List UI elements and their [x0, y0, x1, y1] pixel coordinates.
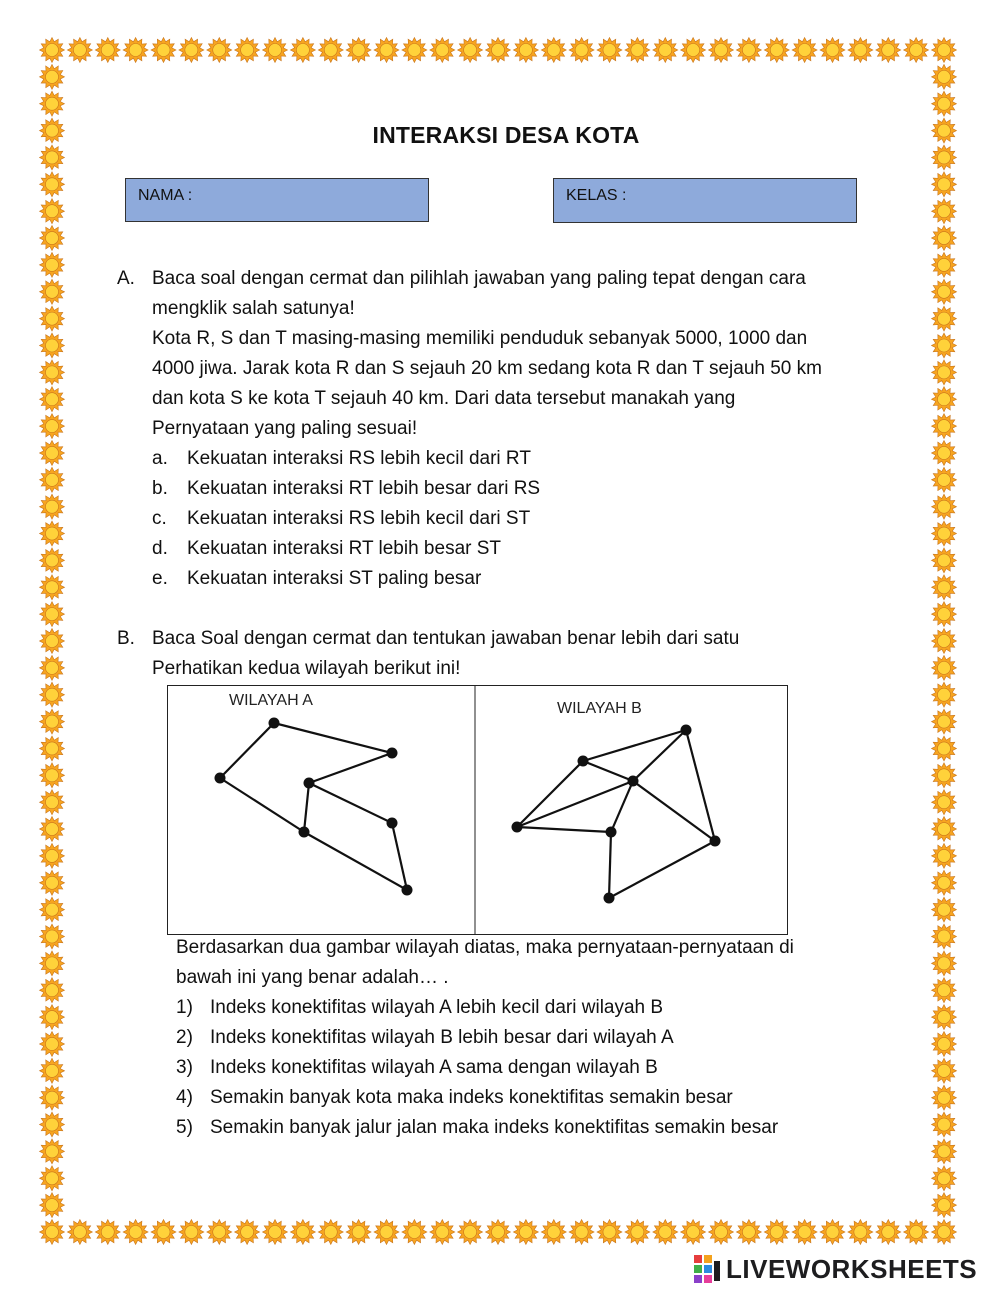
option-c-text: Kekuatan interaksi RS lebih kecil dari ST	[187, 508, 531, 529]
option-d[interactable]	[152, 534, 501, 564]
sun-ornament	[932, 709, 957, 734]
sun-ornament	[932, 629, 957, 654]
sun-ornament	[904, 1220, 929, 1245]
sun-ornament	[486, 1220, 511, 1245]
section-a-marker: A.	[117, 268, 135, 289]
sun-ornament	[458, 1220, 483, 1245]
sun-ornament	[876, 38, 901, 63]
option-e[interactable]	[152, 564, 481, 594]
region-b-town-node-2	[681, 725, 692, 736]
sun-ornament	[318, 1220, 343, 1245]
sun-ornament	[932, 763, 957, 788]
sun-ornament	[932, 494, 957, 519]
section-a-question-1: Kota R, S dan T masing-masing memiliki penduduk sebanyak 5000, 1000 dan	[152, 328, 808, 349]
sun-ornament	[932, 1058, 957, 1083]
region-b-town-node-3	[628, 776, 639, 787]
sun-ornament	[513, 1220, 538, 1245]
statement-2-text: Indeks konektifitas wilayah B lebih besar dari wilayah A	[210, 1027, 674, 1048]
sun-ornament	[736, 38, 761, 63]
sun-ornament	[458, 38, 483, 63]
sun-ornament	[932, 414, 957, 439]
sun-ornament	[764, 1220, 789, 1245]
section-b-lead-1: Berdasarkan dua gambar wilayah diatas, maka pernyataan-pernyataan di	[176, 937, 794, 958]
sun-ornament	[40, 306, 65, 331]
sun-ornament	[932, 1220, 957, 1245]
sun-ornament	[736, 1220, 761, 1245]
sun-ornament	[40, 629, 65, 654]
sun-ornament	[709, 1220, 734, 1245]
sun-ornament	[932, 843, 957, 868]
sun-ornament	[179, 1220, 204, 1245]
sun-ornament	[123, 1220, 148, 1245]
sun-ornament	[904, 38, 929, 63]
sun-ornament	[40, 441, 65, 466]
region-b-town-node-4	[512, 822, 523, 833]
sun-ornament	[290, 38, 315, 63]
section-a-question-2: 4000 jiwa. Jarak kota R dan S sejauh 20 km sedang kota R dan T sejauh 50 km	[152, 358, 822, 379]
sun-ornament	[932, 602, 957, 627]
sun-ornament	[932, 1085, 957, 1110]
sun-ornament	[40, 1032, 65, 1057]
worksheet-title: INTERAKSI DESA KOTA	[372, 122, 640, 148]
sun-ornament	[932, 924, 957, 949]
statement-1-text: Indeks konektifitas wilayah A lebih kecil dari wilayah B	[210, 997, 664, 1018]
sun-ornament	[430, 1220, 455, 1245]
sun-ornament	[40, 38, 65, 63]
sun-ornament	[681, 38, 706, 63]
sun-ornament	[40, 414, 65, 439]
sun-ornament	[123, 38, 148, 63]
sun-ornament	[932, 360, 957, 385]
sun-ornament	[40, 1085, 65, 1110]
liveworksheets-logo-icon	[694, 1255, 722, 1283]
region-a-town-node-7	[402, 885, 413, 896]
sun-ornament	[207, 38, 232, 63]
sun-ornament	[290, 1220, 315, 1245]
sun-ornament	[263, 38, 288, 63]
sun-ornament	[932, 1166, 957, 1191]
sun-ornament	[40, 682, 65, 707]
sun-ornament	[932, 790, 957, 815]
sun-ornament	[681, 1220, 706, 1245]
option-b-label: b.	[152, 478, 168, 499]
statement-4-label: 4)	[176, 1087, 193, 1108]
sun-ornament	[235, 1220, 260, 1245]
option-e-text: Kekuatan interaksi ST paling besar	[187, 568, 482, 589]
region-network-diagrams	[167, 685, 788, 935]
sun-ornament	[597, 1220, 622, 1245]
region-a-town-node-3	[387, 748, 398, 759]
sun-ornament	[346, 1220, 371, 1245]
statement-5-text: Semakin banyak jalur jalan maka indeks konektifitas semakin besar	[210, 1117, 779, 1138]
sun-ornament	[40, 333, 65, 358]
sun-ornament	[235, 38, 260, 63]
sun-ornament	[67, 1220, 92, 1245]
sun-ornament	[40, 199, 65, 224]
region-a-town-node-1	[269, 718, 280, 729]
sun-ornament	[932, 817, 957, 842]
sun-ornament	[932, 682, 957, 707]
statement-2[interactable]	[176, 1023, 674, 1053]
option-d-label: d.	[152, 538, 168, 559]
sun-ornament	[95, 1220, 120, 1245]
sun-ornament	[932, 1112, 957, 1137]
sun-ornament	[932, 441, 957, 466]
sun-ornament	[625, 1220, 650, 1245]
statement-1-label: 1)	[176, 997, 193, 1018]
sun-ornament	[40, 575, 65, 600]
name-label: NAMA :	[138, 187, 193, 204]
sun-ornament	[40, 1220, 65, 1245]
section-b-marker: B.	[117, 628, 135, 649]
sun-ornament	[318, 38, 343, 63]
sun-ornament	[792, 38, 817, 63]
sun-ornament	[876, 1220, 901, 1245]
sun-ornament	[40, 279, 65, 304]
statement-5[interactable]	[176, 1113, 778, 1143]
section-b-instruction-2: Perhatikan kedua wilayah berikut ini!	[152, 658, 461, 679]
sun-ornament	[40, 1112, 65, 1137]
region-b-town-node-1	[578, 756, 589, 767]
sun-ornament	[932, 575, 957, 600]
sun-ornament	[40, 1005, 65, 1030]
sun-ornament	[848, 1220, 873, 1245]
sun-ornament	[40, 709, 65, 734]
section-a-question-4: Pernyataan yang paling sesuai!	[152, 418, 418, 439]
sun-ornament	[764, 38, 789, 63]
sun-ornament	[40, 897, 65, 922]
sun-ornament	[932, 951, 957, 976]
sun-ornament	[40, 817, 65, 842]
sun-ornament	[932, 467, 957, 492]
sun-ornament	[40, 736, 65, 761]
sun-ornament	[569, 38, 594, 63]
sun-ornament	[40, 548, 65, 573]
sun-ornament	[402, 38, 427, 63]
region-b-title-text: WILAYAH B	[557, 700, 642, 717]
region-a-title-text: WILAYAH A	[229, 692, 313, 709]
sun-ornament	[932, 279, 957, 304]
region-a-town-node-4	[304, 778, 315, 789]
sun-ornament	[932, 978, 957, 1003]
liveworksheets-brand: LIVEWORKSHEETS	[726, 1254, 978, 1284]
sun-ornament	[653, 1220, 678, 1245]
sun-ornament	[932, 172, 957, 197]
statement-3-label: 3)	[176, 1057, 193, 1078]
sun-ornament	[40, 763, 65, 788]
sun-ornament	[932, 199, 957, 224]
sun-ornament	[179, 38, 204, 63]
sun-ornament	[40, 64, 65, 89]
sun-ornament	[932, 91, 957, 116]
sun-ornament	[932, 306, 957, 331]
sun-ornament	[40, 1058, 65, 1083]
region-a-town-node-6	[387, 818, 398, 829]
sun-ornament	[95, 38, 120, 63]
sun-ornament	[932, 1005, 957, 1030]
sun-ornament	[40, 467, 65, 492]
diagram-frame	[168, 686, 788, 935]
option-b-text: Kekuatan interaksi RT lebih besar dari RS	[187, 478, 541, 499]
sun-ornament	[402, 1220, 427, 1245]
sun-ornament	[40, 360, 65, 385]
sun-ornament	[40, 494, 65, 519]
class-label: KELAS :	[566, 187, 627, 204]
sun-ornament	[374, 1220, 399, 1245]
sun-ornament	[67, 38, 92, 63]
sun-ornament	[932, 1193, 957, 1218]
section-a-instruction-2: mengklik salah satunya!	[152, 298, 355, 319]
sun-ornament	[513, 38, 538, 63]
sun-ornament	[40, 1193, 65, 1218]
sun-ornament	[932, 64, 957, 89]
region-b-town-node-5	[606, 827, 617, 838]
sun-ornament	[40, 951, 65, 976]
option-c[interactable]	[152, 504, 530, 534]
region-a-town-node-2	[215, 773, 226, 784]
sun-ornament	[569, 1220, 594, 1245]
sun-ornament	[40, 91, 65, 116]
sun-ornament	[486, 38, 511, 63]
sun-ornament	[709, 38, 734, 63]
option-e-label: e.	[152, 568, 168, 589]
sun-ornament	[40, 387, 65, 412]
sun-ornament	[374, 38, 399, 63]
sun-ornament	[597, 38, 622, 63]
option-c-label: c.	[152, 508, 167, 529]
sun-ornament	[932, 655, 957, 680]
option-a-label: a.	[152, 448, 168, 469]
option-a-text: Kekuatan interaksi RS lebih kecil dari RT	[187, 448, 531, 469]
sun-ornament	[430, 38, 455, 63]
option-d-text: Kekuatan interaksi RT lebih besar ST	[187, 538, 502, 559]
sun-ornament	[820, 1220, 845, 1245]
sun-ornament	[932, 870, 957, 895]
liveworksheets-logo[interactable]	[694, 1254, 994, 1284]
sun-ornament	[653, 38, 678, 63]
sun-ornament	[40, 226, 65, 251]
sun-ornament	[263, 1220, 288, 1245]
region-a-town-node-5	[299, 827, 310, 838]
sun-ornament	[40, 978, 65, 1003]
sun-ornament	[40, 1166, 65, 1191]
name-field[interactable]	[125, 178, 429, 222]
sun-ornament	[932, 333, 957, 358]
sun-ornament	[40, 843, 65, 868]
sun-ornament	[40, 790, 65, 815]
sun-ornament	[625, 38, 650, 63]
sun-ornament	[848, 38, 873, 63]
sun-ornament	[40, 655, 65, 680]
statement-4[interactable]	[176, 1083, 733, 1113]
sun-ornament	[40, 172, 65, 197]
sun-ornament	[40, 521, 65, 546]
sun-ornament	[40, 870, 65, 895]
sun-ornament	[792, 1220, 817, 1245]
sun-ornament	[932, 252, 957, 277]
statement-1[interactable]	[176, 993, 663, 1023]
sun-ornament	[207, 1220, 232, 1245]
statement-4-text: Semakin banyak kota maka indeks konektifitas semakin besar	[210, 1087, 733, 1108]
sun-ornament	[346, 38, 371, 63]
sun-ornament	[151, 1220, 176, 1245]
section-a-instruction-1: Baca soal dengan cermat dan pilihlah jawaban yang paling tepat dengan cara	[152, 268, 806, 289]
sun-ornament	[932, 521, 957, 546]
section-b-lead-2: bawah ini yang benar adalah… .	[176, 967, 449, 988]
option-a[interactable]	[152, 444, 531, 474]
sun-ornament	[932, 226, 957, 251]
statement-2-label: 2)	[176, 1027, 193, 1048]
sun-ornament	[541, 38, 566, 63]
sun-ornament	[932, 1139, 957, 1164]
sun-ornament	[932, 897, 957, 922]
sun-ornament	[932, 38, 957, 63]
sun-ornament	[40, 1139, 65, 1164]
sun-ornament	[40, 252, 65, 277]
statement-3[interactable]	[176, 1053, 658, 1083]
option-b[interactable]	[152, 474, 540, 504]
sun-ornament	[820, 38, 845, 63]
section-b-instruction-1: Baca Soal dengan cermat dan tentukan jawaban benar lebih dari satu	[152, 628, 740, 649]
sun-ornament	[541, 1220, 566, 1245]
section-a-question-3: dan kota S ke kota T sejauh 40 km. Dari data tersebut manakah yang	[152, 388, 736, 409]
sun-ornament	[932, 387, 957, 412]
sun-ornament	[932, 736, 957, 761]
sun-ornament	[40, 602, 65, 627]
region-b-town-node-7	[604, 893, 615, 904]
sun-ornament	[932, 548, 957, 573]
sun-ornament	[151, 38, 176, 63]
sun-ornament	[932, 1032, 957, 1057]
region-b-town-node-6	[710, 836, 721, 847]
statement-5-label: 5)	[176, 1117, 193, 1138]
class-field[interactable]	[553, 178, 857, 223]
statement-3-text: Indeks konektifitas wilayah A sama dengan wilayah B	[210, 1057, 658, 1078]
sun-ornament	[40, 924, 65, 949]
